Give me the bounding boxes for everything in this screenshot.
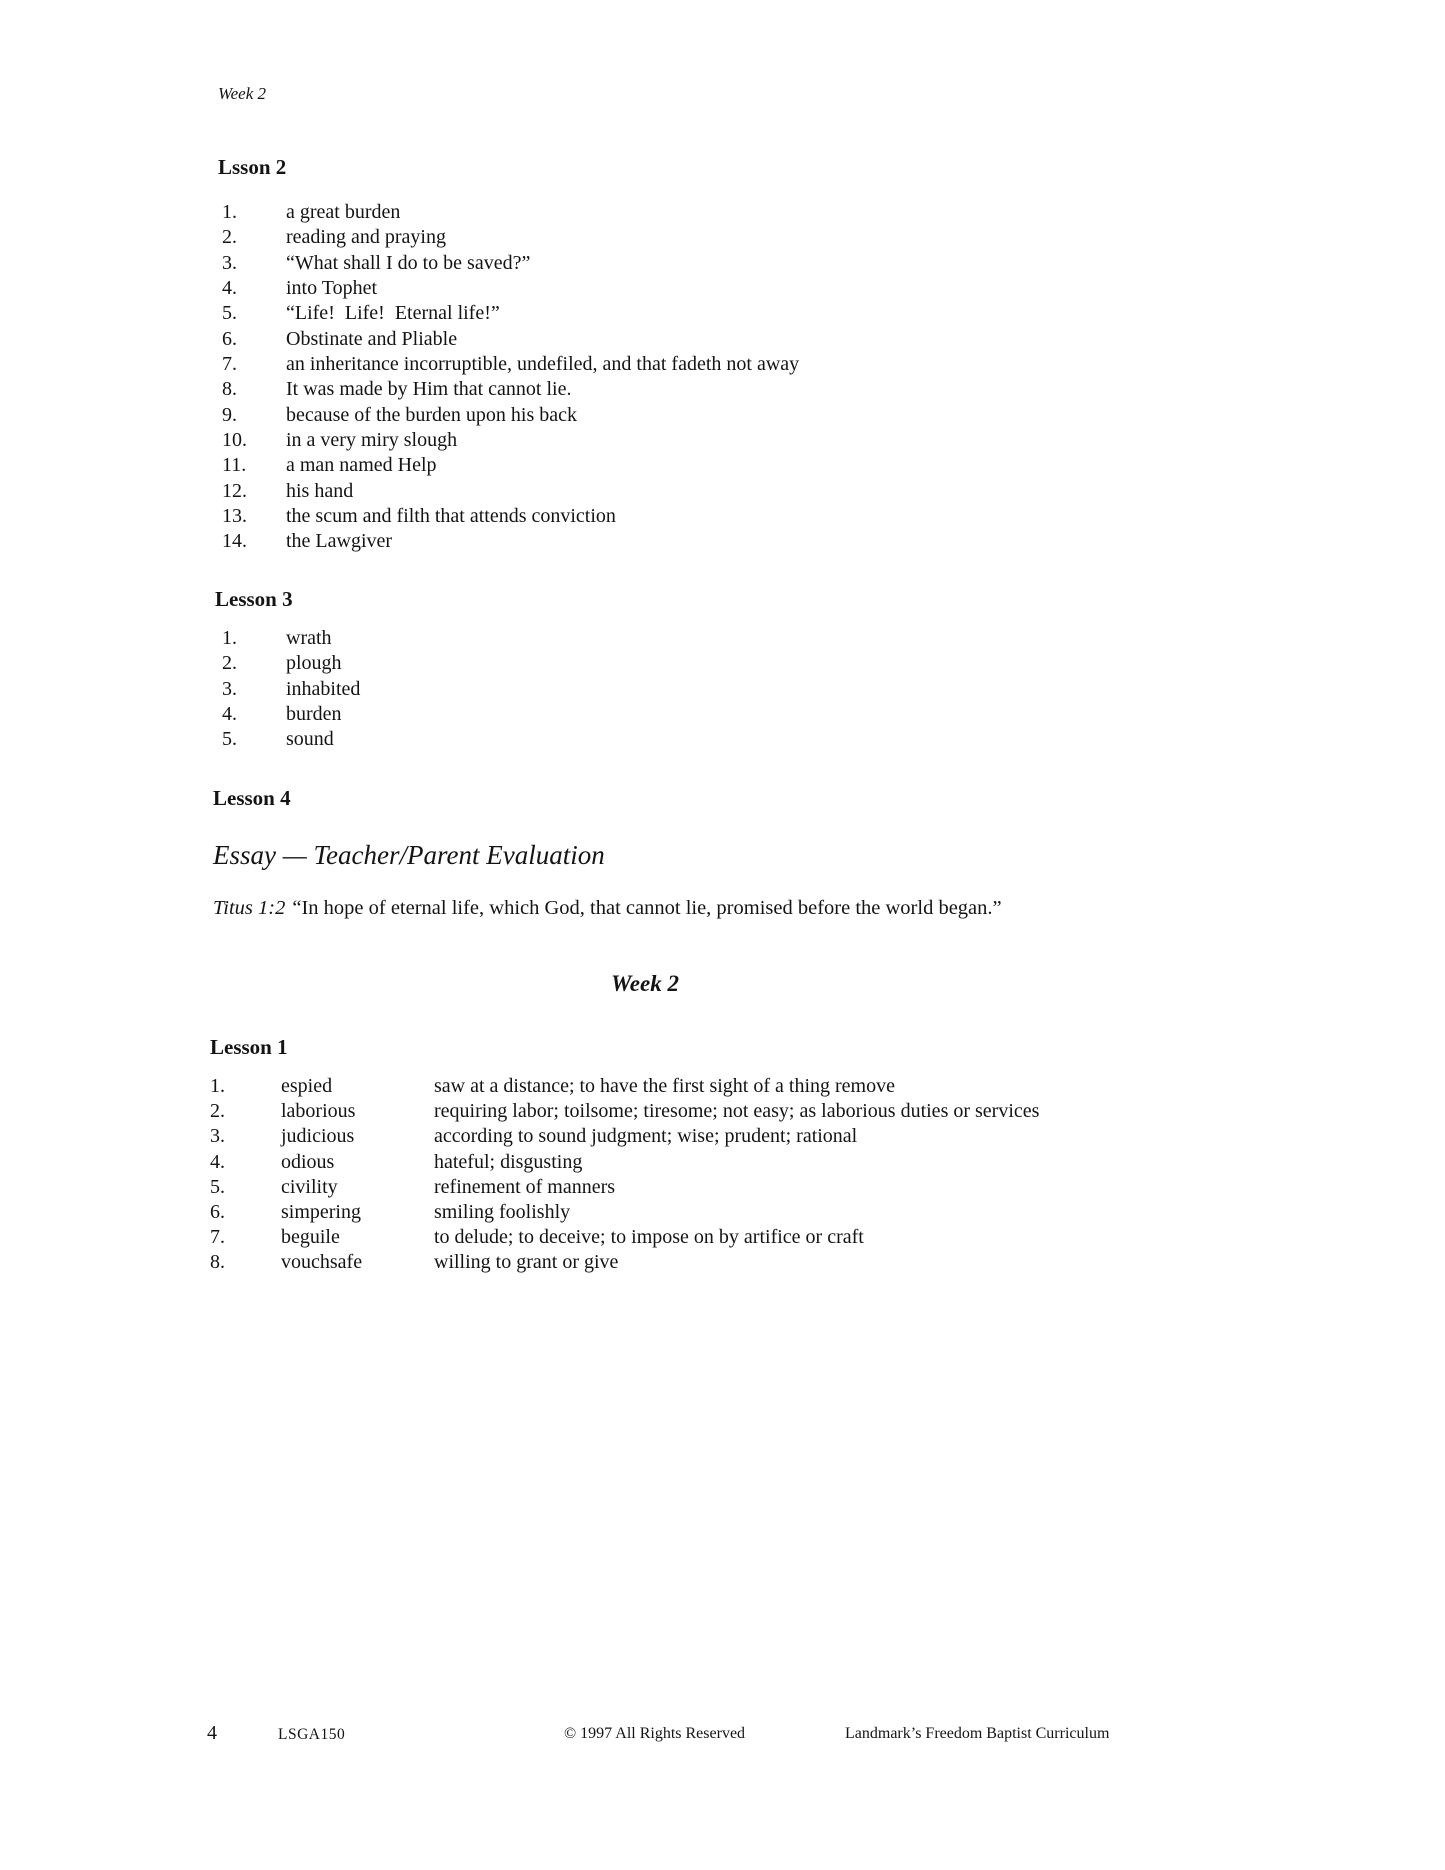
week-2-section-heading: Week 2 [611, 971, 679, 996]
item-text: wrath [286, 627, 332, 649]
item-text: inhabited [286, 677, 361, 700]
answer-list-item [222, 403, 799, 428]
item-text: because of the burden upon his back [286, 403, 578, 426]
item-number: 3. [210, 1125, 225, 1148]
item-text: reading and praying [286, 226, 446, 249]
item-number: 11. [222, 454, 247, 477]
vocabulary-item [210, 1200, 1039, 1225]
answer-list-item [222, 677, 360, 702]
answer-list-item [222, 225, 799, 250]
answer-list-item [222, 504, 799, 529]
lesson-1-vocabulary-list [210, 1074, 1039, 1276]
answer-list-item [222, 651, 360, 676]
item-number: 2. [222, 226, 237, 249]
item-number: 8. [210, 1251, 225, 1274]
item-text: sound [286, 728, 334, 751]
copyright-notice: © 1997 All Rights Reserved [564, 1725, 746, 1742]
item-number: 4. [222, 703, 237, 726]
lesson-2-heading: Lsson 2 [218, 155, 287, 179]
vocabulary-item [210, 1074, 1039, 1099]
vocabulary-word: beguile [281, 1226, 340, 1249]
essay-evaluation-heading: Essay — Teacher/Parent Evaluation [213, 840, 605, 870]
item-number: 5. [222, 302, 237, 325]
item-number: 2. [210, 1100, 225, 1123]
item-number: 6. [210, 1200, 225, 1223]
item-number: 7. [210, 1226, 225, 1249]
word-definition: requiring labor; toilsome; tiresome; not easy; as laborious duties or services [434, 1100, 1040, 1123]
vocabulary-item [210, 1225, 1039, 1250]
item-text: “Life! Life! Eternal life!” [286, 302, 500, 325]
item-number: 4. [222, 277, 237, 300]
answer-list-item [222, 352, 799, 377]
item-text: Obstinate and Pliable [286, 327, 458, 350]
verse-reference: Titus 1:2 [213, 897, 286, 919]
vocabulary-word: laborious [281, 1100, 356, 1123]
item-number: 13. [222, 505, 247, 528]
vocabulary-item [210, 1175, 1039, 1200]
verse-text: “In hope of eternal life, which God, that cannot lie, promised before the world began.” [292, 897, 1002, 919]
vocabulary-item [210, 1124, 1039, 1149]
item-number: 8. [222, 378, 237, 401]
item-text: a great burden [286, 201, 401, 223]
item-number: 5. [222, 728, 237, 751]
curriculum-code: LSGA150 [278, 1726, 346, 1743]
item-number: 2. [222, 652, 237, 675]
word-definition: saw at a distance; to have the first sight of a thing remove [434, 1075, 895, 1097]
item-text: plough [286, 652, 342, 675]
item-number: 1. [210, 1075, 225, 1097]
vocabulary-word: judicious [281, 1125, 355, 1148]
answer-list-item [222, 276, 799, 301]
scripture-verse [213, 897, 1002, 920]
answer-list-item [222, 626, 360, 651]
item-number: 3. [222, 251, 237, 274]
item-number: 3. [222, 677, 237, 700]
item-text: his hand [286, 479, 354, 502]
lesson-3-answer-list [222, 626, 360, 753]
item-text: the scum and filth that attends conviction [286, 505, 616, 528]
vocabulary-item [210, 1250, 1039, 1275]
item-number: 10. [222, 429, 247, 452]
answer-list-item [222, 453, 799, 478]
item-number: 12. [222, 479, 247, 502]
item-number: 1. [222, 627, 237, 649]
item-number: 6. [222, 327, 237, 350]
item-text: into Tophet [286, 277, 378, 300]
answer-list-item [222, 301, 799, 326]
word-definition: smiling foolishly [434, 1200, 571, 1223]
item-number: 7. [222, 353, 237, 376]
item-number: 4. [210, 1150, 225, 1173]
item-number: 14. [222, 530, 247, 553]
word-definition: according to sound judgment; wise; prudent; rational [434, 1125, 858, 1148]
vocabulary-item [210, 1150, 1039, 1175]
item-number: 1. [222, 201, 237, 223]
item-text: It was made by Him that cannot lie. [286, 378, 572, 401]
answer-list-item [222, 702, 360, 727]
publisher-name: Landmark’s Freedom Baptist Curriculum [845, 1725, 1110, 1742]
word-definition: to delude; to deceive; to impose on by artifice or craft [434, 1226, 864, 1249]
item-text: a man named Help [286, 454, 437, 477]
answer-list-item [222, 251, 799, 276]
word-definition: hateful; disgusting [434, 1150, 583, 1173]
lesson-3-heading: Lesson 3 [215, 587, 293, 611]
item-number: 9. [222, 403, 237, 426]
answer-list-item [222, 200, 799, 225]
answer-list-item [222, 479, 799, 504]
lesson-2-answer-list [222, 200, 799, 555]
vocabulary-word: civility [281, 1175, 338, 1198]
vocabulary-word: vouchsafe [281, 1251, 363, 1274]
answer-list-item [222, 377, 799, 402]
item-number: 5. [210, 1175, 225, 1198]
word-definition: willing to grant or give [434, 1251, 619, 1274]
lesson-4-heading: Lesson 4 [213, 786, 291, 810]
page-number: 4 [207, 1722, 217, 1744]
page-footer [0, 1724, 1445, 1754]
word-definition: refinement of manners [434, 1175, 616, 1198]
running-header: Week 2 [218, 84, 266, 103]
item-text: the Lawgiver [286, 530, 393, 553]
lesson-1-heading: Lesson 1 [210, 1035, 288, 1059]
item-text: in a very miry slough [286, 429, 458, 452]
vocabulary-word: odious [281, 1150, 335, 1173]
answer-list-item [222, 727, 360, 752]
item-text: burden [286, 703, 342, 726]
answer-list-item [222, 327, 799, 352]
item-text: “What shall I do to be saved?” [286, 251, 531, 274]
vocabulary-item [210, 1099, 1039, 1124]
vocabulary-word: simpering [281, 1200, 361, 1223]
answer-list-item [222, 529, 799, 554]
item-text: an inheritance incorruptible, undefiled, and that fadeth not away [286, 353, 800, 376]
answer-list-item [222, 428, 799, 453]
vocabulary-word: espied [281, 1075, 333, 1097]
